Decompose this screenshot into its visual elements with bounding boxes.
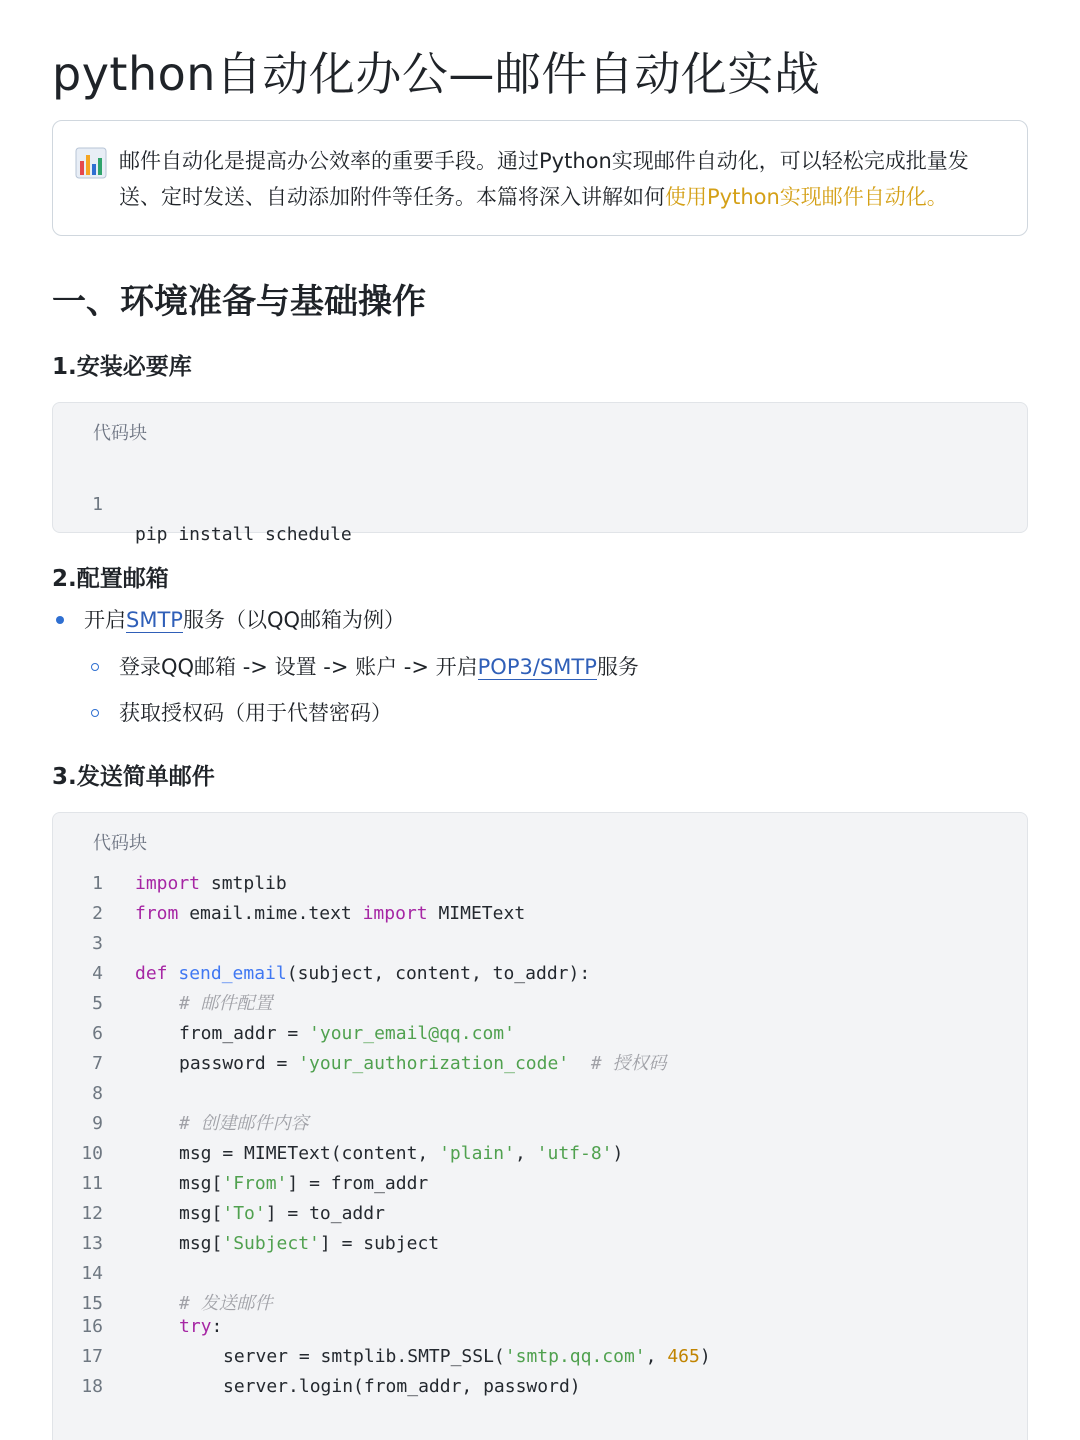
code-block-label: 代码块: [93, 833, 147, 854]
line-number: 1: [92, 494, 103, 515]
code-token: ,: [514, 1143, 537, 1164]
code-text: [135, 959, 590, 989]
intro-text-main: 邮件自动化是提高办公效率的重要手段。通过Python实现邮件自动化，可以轻松完成批量发送、定时发送、自动添加附件等任务。本篇将深入讲解如何: [119, 149, 969, 209]
bullet-dot-icon: [56, 616, 64, 624]
comment: # 授权码: [590, 1053, 667, 1074]
function-name: send_email: [178, 963, 287, 984]
code-line: [53, 929, 1027, 959]
code-line: [53, 899, 1027, 929]
line-number: 6: [92, 1023, 103, 1044]
list-item-text: [84, 600, 405, 640]
line-number: 15: [81, 1293, 103, 1314]
code-line: [53, 1109, 1027, 1139]
code-text: [135, 1312, 222, 1342]
line-number: 7: [92, 1053, 103, 1074]
code-token: msg[: [179, 1173, 223, 1194]
code-block-install: [52, 402, 1028, 545]
subheading-config: 2.配置邮箱: [52, 566, 169, 592]
code-text: [135, 1019, 515, 1049]
list-text: 开启: [84, 608, 126, 632]
code-token: ): [699, 1346, 711, 1367]
list-text: 服务: [596, 655, 639, 679]
code-line: [53, 959, 1027, 989]
string: 'utf-8': [536, 1143, 613, 1164]
keyword: try: [179, 1316, 212, 1337]
code-token: MIMEText: [427, 903, 526, 924]
section-heading: 一、环境准备与基础操作: [52, 282, 426, 322]
code-token: msg[: [179, 1203, 223, 1224]
code-line: [53, 1199, 1027, 1229]
line-number: 18: [81, 1376, 103, 1397]
code-line: [53, 989, 1027, 1019]
code-token: :: [211, 1316, 223, 1337]
code-block-label: 代码块: [93, 423, 147, 444]
code-text: [135, 1372, 581, 1402]
smtp-link[interactable]: SMTP: [126, 608, 183, 632]
subheading-install: 1.安装必要库: [52, 354, 192, 380]
list-item-text: 获取授权码（用于代替密码）: [119, 701, 392, 725]
intro-callout: [52, 120, 1028, 236]
code-token: ,: [645, 1346, 668, 1367]
code-text: [135, 1229, 439, 1259]
keyword: from: [135, 903, 179, 924]
code-line: [53, 1229, 1027, 1259]
code-token: from_addr =: [179, 1023, 310, 1044]
code-token: ] = to_addr: [265, 1203, 385, 1224]
string: 'From': [222, 1173, 288, 1194]
line-number: 16: [81, 1316, 103, 1337]
code-line: [53, 1312, 1027, 1342]
code-line: [53, 869, 1027, 899]
code-text: [135, 1139, 623, 1169]
code-line: [53, 1079, 1027, 1109]
subheading-send: 3.发送简单邮件: [52, 764, 215, 790]
code-text: [135, 899, 525, 929]
code-token: smtplib: [200, 873, 287, 894]
code-line: [53, 1342, 1027, 1372]
line-number: 9: [92, 1113, 103, 1134]
line-number: 4: [92, 963, 103, 984]
code-line: [53, 1019, 1027, 1049]
list-item-text: [119, 647, 639, 687]
code-token: server.login(from_addr, password): [223, 1376, 581, 1397]
code-line: [53, 1049, 1027, 1079]
keyword: import: [135, 873, 201, 894]
string: 'your_email@qq.com': [309, 1023, 515, 1044]
comment: # 创建邮件内容: [179, 1113, 309, 1134]
intro-text: [119, 143, 1009, 215]
keyword: import: [362, 903, 428, 924]
code-text: [135, 1199, 385, 1229]
line-number: 8: [92, 1083, 103, 1104]
code-token: email.mime.text: [178, 903, 363, 924]
code-line: [53, 1259, 1027, 1289]
line-number: 11: [81, 1173, 103, 1194]
line-number: 2: [92, 903, 103, 924]
page-title: python自动化办公—邮件自动化实战: [52, 47, 821, 101]
list-text: 登录QQ邮箱 -> 设置 -> 账户 -> 开启: [119, 655, 478, 679]
code-token: msg = MIMEText(content,: [179, 1143, 440, 1164]
code-line: [53, 1169, 1027, 1199]
code-token: (subject, content, to_addr):: [286, 963, 591, 984]
number: 465: [667, 1346, 700, 1367]
code-line: [53, 1372, 1027, 1402]
bullet-circle-icon: [91, 709, 99, 717]
code-text: [135, 869, 287, 899]
code-text: pip install schedule: [135, 524, 352, 545]
code-block-send: [52, 812, 1028, 1440]
string: 'plain': [439, 1143, 515, 1164]
line-number: 12: [81, 1203, 103, 1224]
keyword: def: [135, 963, 168, 984]
line-number: 14: [81, 1263, 103, 1284]
line-number: 5: [92, 993, 103, 1014]
string: 'your_authorization_code': [298, 1053, 570, 1074]
code-token: msg[: [179, 1233, 223, 1254]
intro-text-highlight: 使用Python实现邮件自动化。: [665, 185, 948, 209]
code-text: [135, 1342, 711, 1372]
line-number: 13: [81, 1233, 103, 1254]
code-token: password =: [179, 1053, 299, 1074]
code-token: ] = from_addr: [287, 1173, 429, 1194]
code-token: ): [612, 1143, 624, 1164]
code-text: [135, 1109, 309, 1139]
code-token: server = smtplib.SMTP_SSL(: [223, 1346, 505, 1367]
string: 'Subject': [222, 1233, 320, 1254]
code-token: ] = subject: [319, 1233, 440, 1254]
code-line: [53, 1139, 1027, 1169]
line-number: 10: [81, 1143, 103, 1164]
string: 'smtp.qq.com': [504, 1346, 646, 1367]
code-line: [53, 460, 1027, 545]
line-number: 3: [92, 933, 103, 954]
list-text: 服务（以QQ邮箱为例）: [182, 608, 406, 632]
line-number: 17: [81, 1346, 103, 1367]
string: 'To': [222, 1203, 266, 1224]
comment: # 邮件配置: [179, 993, 273, 1014]
code-text: [135, 1169, 428, 1199]
code-text: [135, 989, 273, 1019]
comment: # 发送邮件: [179, 1293, 273, 1314]
bullet-circle-icon: [91, 663, 99, 671]
pop3-smtp-link[interactable]: POP3/SMTP: [477, 655, 597, 679]
bar-chart-icon: [75, 147, 107, 179]
code-text: [135, 1049, 667, 1079]
line-number: 1: [92, 873, 103, 894]
